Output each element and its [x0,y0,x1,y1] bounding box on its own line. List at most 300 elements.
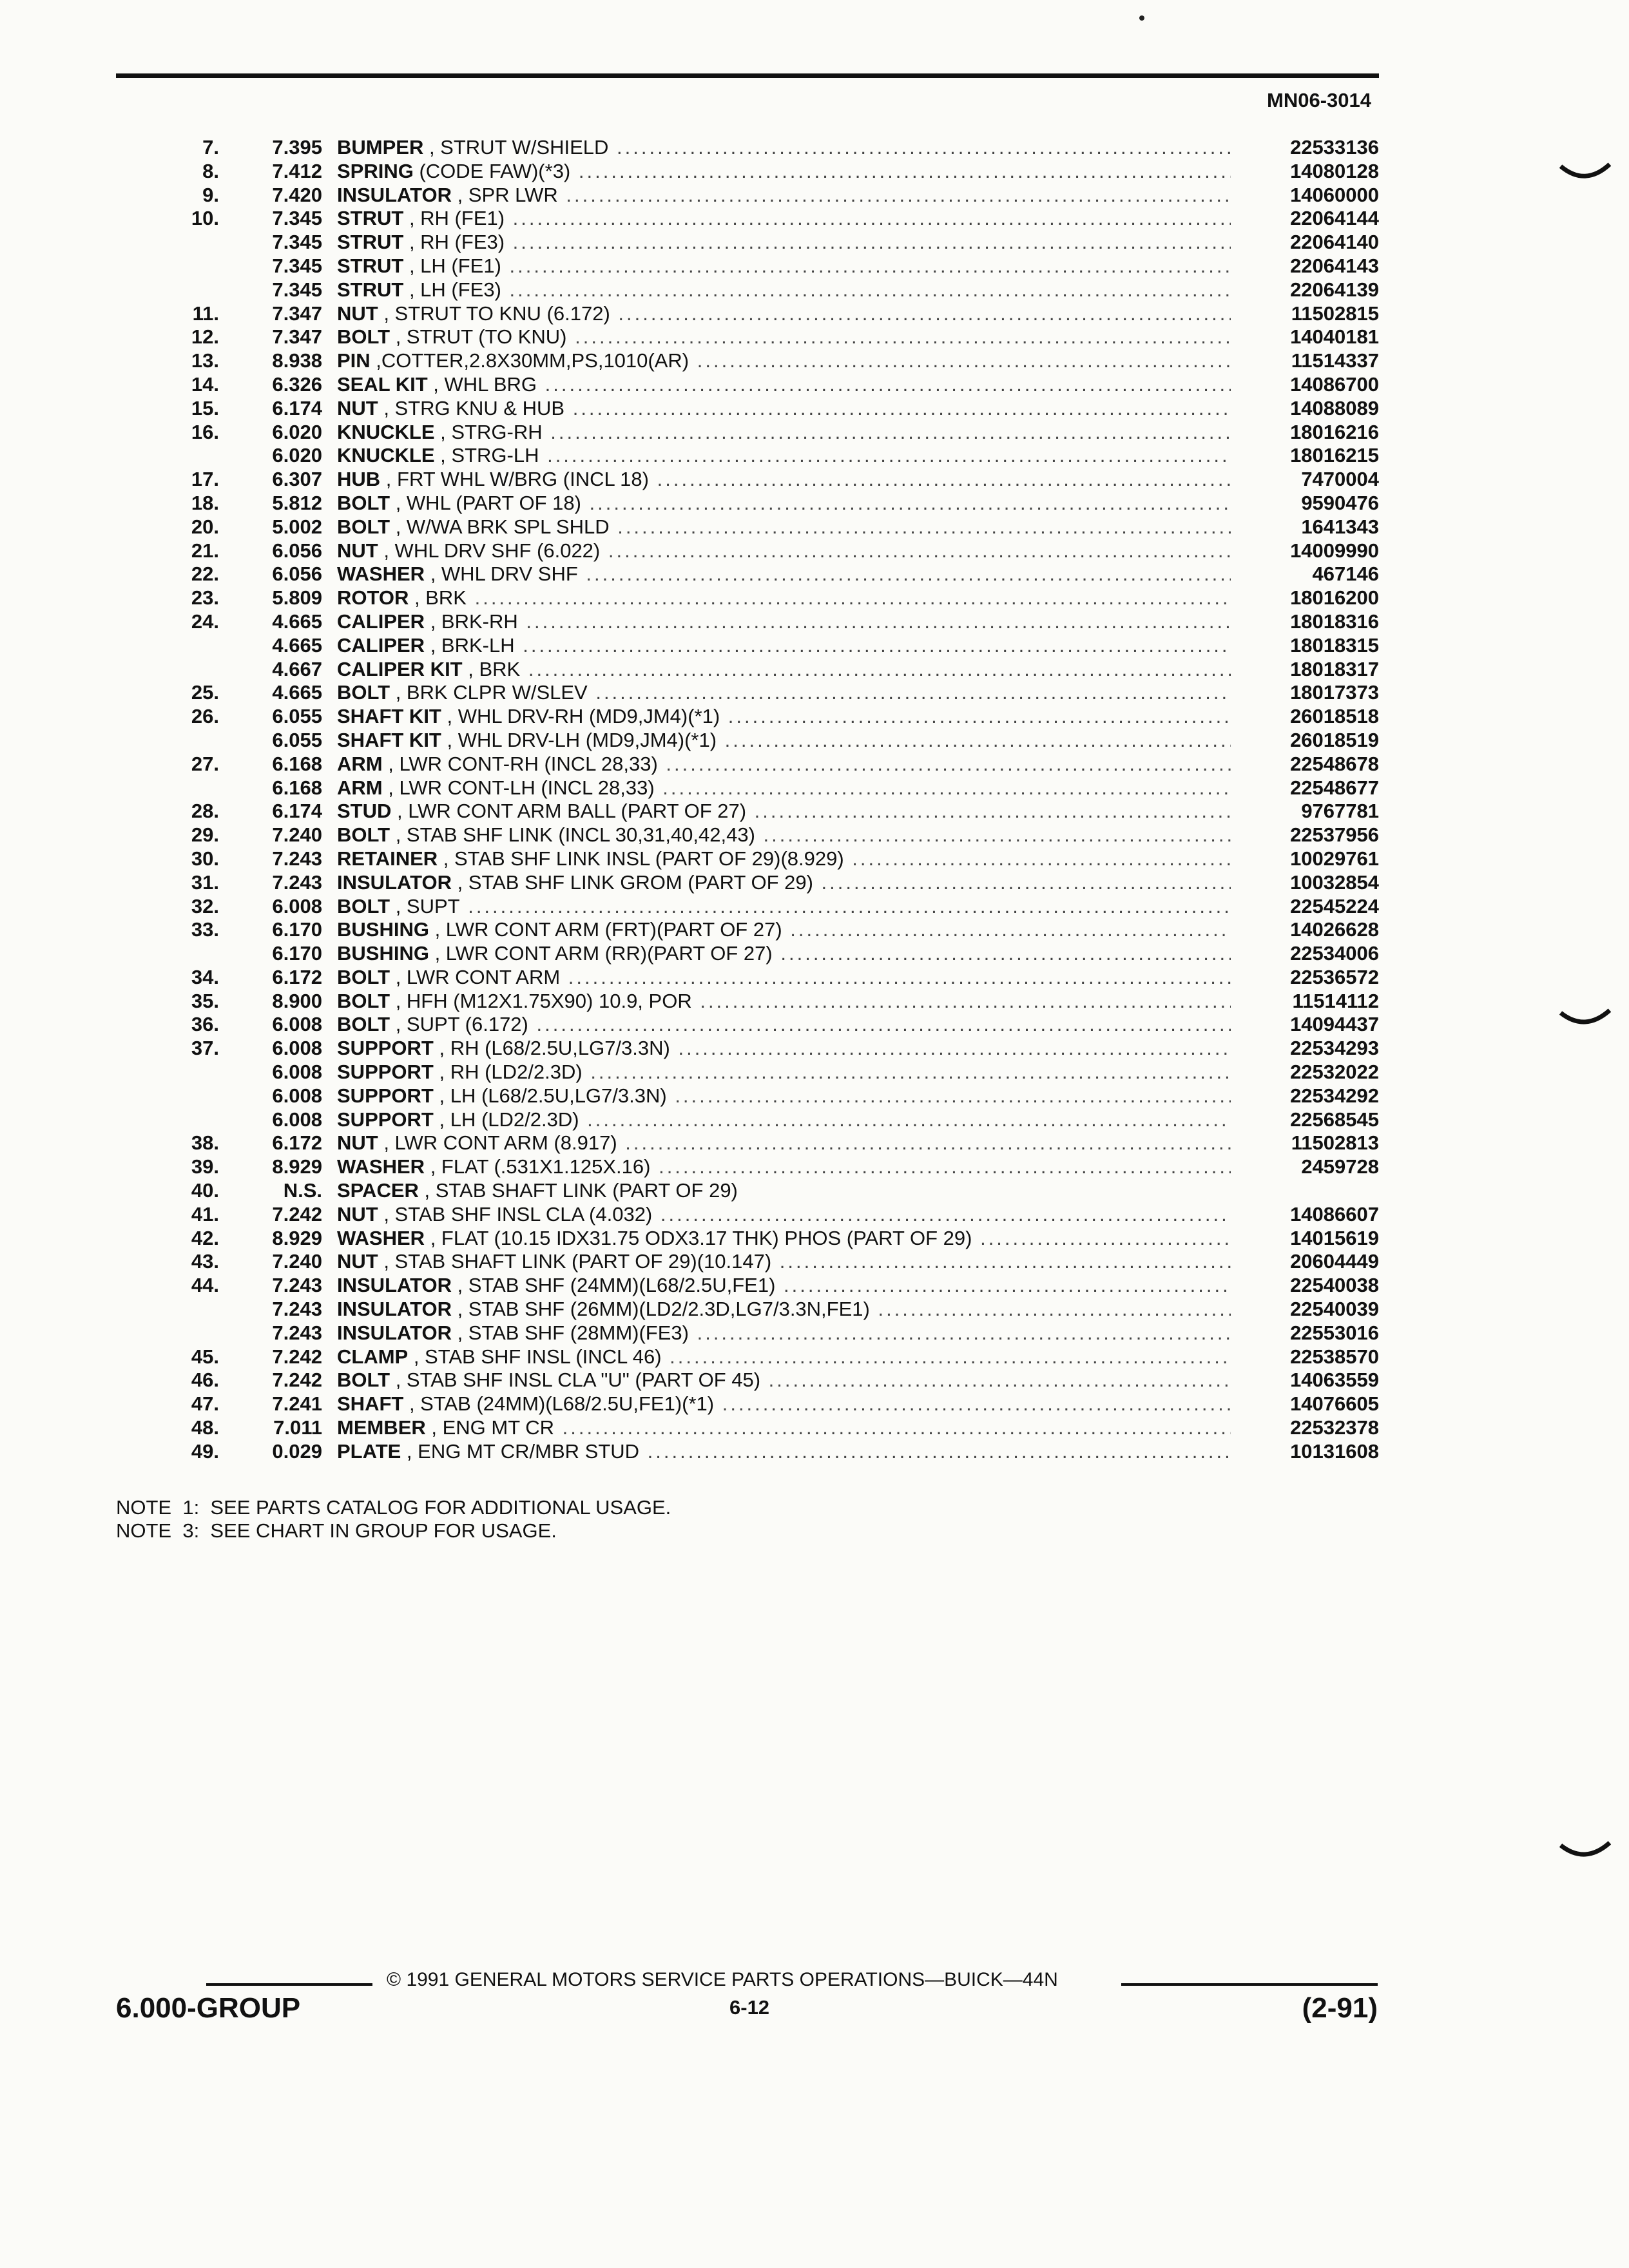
part-detail: , WHL DRV SHF [425,562,578,586]
part-number: 14086607 [1237,1203,1379,1227]
parts-row [116,184,1379,207]
part-name: CALIPER [337,633,425,657]
ref-number: 33. [191,918,219,941]
part-number: 14076605 [1237,1392,1379,1416]
parts-row [116,658,1379,682]
part-detail: , LWR CONT-LH (INCL 28,33) [382,776,655,799]
part-detail: , HFH (M12X1.75X90) 10.9, POR [390,989,692,1012]
part-name: SHAFT KIT [337,728,441,751]
ref-number: 37. [191,1037,219,1060]
group-number: 8.929 [272,1226,322,1249]
group-number: 6.307 [272,468,322,491]
part-description [337,1108,1231,1132]
group-number: 6.020 [272,444,322,467]
part-detail: ,COTTER,2.8X30MM,PS,1010(AR) [370,349,689,372]
parts-row [116,1321,1379,1345]
part-detail: , STAB SHAFT LINK (PART OF 29) [418,1179,738,1202]
part-description [337,349,1231,373]
ref-number: 23. [191,586,219,610]
note-3: NOTE 3: SEE CHART IN GROUP FOR USAGE. [116,1519,557,1542]
part-number: 22064143 [1237,255,1379,278]
group-number: 6.008 [272,1108,322,1131]
part-detail: , W/WA BRK SPL SHLD [390,515,610,538]
part-name: WASHER [337,1155,425,1178]
part-name: BUSHING [337,918,429,941]
part-name: STRUT [337,207,404,230]
parts-row [116,1250,1379,1274]
note-1: NOTE 1: SEE PARTS CATALOG FOR ADDITIONAL USAGE. [116,1496,671,1519]
part-description [337,823,1231,847]
part-number: 18017373 [1237,681,1379,705]
part-number: 22534293 [1237,1037,1379,1061]
group-number: 7.243 [272,1274,322,1297]
parts-row [116,1013,1379,1037]
ref-number: 11. [192,302,219,325]
part-number: 22553016 [1237,1321,1379,1345]
parts-row [116,1179,1379,1203]
part-number: 26018519 [1237,729,1379,753]
part-description [337,1274,1231,1298]
part-name: STRUT [337,254,404,277]
group-number: 7.395 [272,136,322,159]
parts-row [116,871,1379,895]
parts-row [116,1203,1379,1227]
group-number: 7.011 [273,1416,322,1439]
part-number: 14094437 [1237,1013,1379,1037]
part-number: 11502815 [1237,302,1379,326]
part-number: 22537956 [1237,823,1379,847]
ref-number: 21. [191,539,219,562]
group-number: 7.242 [272,1202,322,1225]
page-number: 6-12 [729,1996,770,2019]
part-number: 18018317 [1237,658,1379,682]
parts-row [116,800,1379,823]
ref-number: 44. [191,1274,219,1297]
group-number: 7.243 [272,1298,322,1321]
parts-row [116,492,1379,515]
part-name: NUT [337,1250,378,1273]
ref-number: 14. [191,372,219,396]
part-number: 22540039 [1237,1298,1379,1321]
parts-row [116,942,1379,966]
parts-row [116,1392,1379,1416]
part-detail: , BRK-LH [425,633,515,657]
parts-list [116,136,1379,1464]
ref-number: 45. [191,1345,219,1368]
ref-number: 22. [191,562,219,586]
parts-row [116,705,1379,729]
group-number: 6.008 [272,1061,322,1084]
part-number: 18018315 [1237,634,1379,658]
group-number: 6.008 [272,1013,322,1036]
parts-row [116,1108,1379,1132]
ref-number: 29. [191,823,219,847]
part-detail: , RH (L68/2.5U,LG7/3.3N) [433,1037,670,1060]
part-detail: , RH (FE3) [403,231,505,254]
part-name: SUPPORT [337,1061,434,1084]
part-name: CALIPER [337,610,425,633]
parts-row [116,468,1379,492]
parts-row [116,1155,1379,1179]
parts-row [116,586,1379,610]
parts-row [116,1037,1379,1061]
ref-number: 35. [191,989,219,1012]
part-number: 22540038 [1237,1274,1379,1298]
part-detail: , WHL DRV-LH (MD9,JM4)(*1) [441,728,717,751]
parts-row [116,515,1379,539]
part-number: 22534006 [1237,942,1379,966]
part-number: 14015619 [1237,1227,1379,1251]
part-description [337,1392,1231,1416]
part-number: 467146 [1237,562,1379,586]
group-number: 7.420 [272,183,322,206]
part-description [337,1345,1231,1369]
part-detail: , LWR CONT ARM BALL (PART OF 27) [391,800,747,823]
part-description [337,776,1231,800]
parts-row [116,160,1379,184]
part-name: BOLT [337,681,390,704]
part-number: 14040181 [1237,325,1379,349]
part-number: 22534292 [1237,1084,1379,1108]
part-name: CALIPER KIT [337,657,463,680]
parts-row [116,918,1379,942]
group-number: 6.326 [272,372,322,396]
part-detail: , RH (LD2/2.3D) [433,1061,583,1084]
group-number: 6.008 [272,894,322,918]
part-detail: , WHL DRV-RH (MD9,JM4)(*1) [441,705,720,728]
part-description [337,373,1231,397]
group-number: 6.168 [272,752,322,775]
parts-row [116,966,1379,990]
part-name: STRUT [337,231,404,254]
part-detail: , STRUT TO KNU (6.172) [378,302,610,325]
part-name: BOLT [337,894,390,918]
parts-row [116,539,1379,563]
part-name: NUT [337,302,378,325]
part-number: 18016215 [1237,444,1379,468]
part-detail: , LWR CONT ARM (FRT)(PART OF 27) [429,918,782,941]
parts-row [116,753,1379,776]
part-name: INSULATOR [337,1298,452,1321]
part-description [337,492,1231,515]
part-description [337,753,1231,776]
ref-number: 39. [191,1155,219,1178]
part-number: 2459728 [1237,1155,1379,1179]
part-name: ARM [337,752,383,775]
part-number: 22532022 [1237,1061,1379,1084]
part-number: 10131608 [1237,1440,1379,1464]
part-detail: , STRG KNU & HUB [378,396,565,419]
ref-number: 15. [191,396,219,419]
part-description [337,325,1231,349]
parts-row [116,895,1379,919]
parts-row [116,136,1379,160]
ref-number: 40. [191,1179,219,1202]
part-name: BUSHING [337,942,429,965]
group-number: 7.347 [272,325,322,349]
part-detail: , LH (L68/2.5U,LG7/3.3N) [433,1084,667,1107]
part-detail: , STAB (24MM)(L68/2.5U,FE1)(*1) [403,1392,715,1416]
part-description [337,847,1231,871]
part-description [337,990,1231,1014]
group-number: 6.168 [272,776,322,799]
group-number: 6.174 [272,396,322,419]
part-number: 22548678 [1237,753,1379,776]
ref-number: 13. [191,349,219,372]
part-detail: , WHL BRG [427,372,537,396]
part-number: 14088089 [1237,397,1379,421]
parts-row [116,302,1379,326]
parts-row [116,207,1379,231]
group-number: 4.667 [272,657,322,680]
part-name: BOLT [337,989,390,1012]
part-description [337,1084,1231,1108]
parts-row [116,373,1379,397]
part-name: INSULATOR [337,183,452,206]
parts-row [116,823,1379,847]
group-number: 8.900 [272,989,322,1012]
ref-number: 34. [191,965,219,988]
part-number: 11502813 [1237,1131,1379,1155]
group-label: 6.000-GROUP [116,1992,301,2024]
part-detail: , WHL DRV SHF (6.022) [378,539,601,562]
parts-row [116,349,1379,373]
part-number: 1641343 [1237,515,1379,539]
ref-number: 30. [191,847,219,870]
ref-number: 26. [191,705,219,728]
part-name: SUPPORT [337,1108,434,1131]
part-number: 22538570 [1237,1345,1379,1369]
part-number: 11514337 [1237,349,1379,373]
parts-row [116,421,1379,445]
parts-row [116,1369,1379,1392]
part-description [337,160,1231,184]
part-description [337,1227,1231,1251]
part-description [337,1250,1231,1274]
part-detail: , LH (FE3) [403,278,501,301]
group-number: 6.170 [272,942,322,965]
part-description [337,302,1231,326]
binder-hole-mark [1559,1005,1611,1044]
part-description [337,184,1231,207]
group-number: 7.347 [272,302,322,325]
part-description [337,468,1231,492]
part-detail: , BRK-RH [425,610,518,633]
group-number: 7.243 [272,1321,322,1344]
parts-row [116,634,1379,658]
ref-number: 43. [191,1250,219,1273]
part-number: 9767781 [1237,800,1379,823]
part-description [337,1440,1231,1464]
parts-row [116,397,1379,421]
ref-number: 20. [191,515,219,538]
parts-row [116,1440,1379,1464]
part-number: 22533136 [1237,136,1379,160]
group-number: 6.055 [272,705,322,728]
part-description [337,895,1231,919]
part-number: 22064139 [1237,278,1379,302]
part-number: 14060000 [1237,184,1379,207]
group-number: 4.665 [272,610,322,633]
part-number: 22548677 [1237,776,1379,800]
part-detail: , STAB SHF LINK GROM (PART OF 29) [451,870,813,894]
part-description [337,1037,1231,1061]
part-name: BOLT [337,1369,390,1392]
ref-number: 10. [191,207,219,230]
part-number: 22568545 [1237,1108,1379,1132]
part-name: INSULATOR [337,1321,452,1344]
ref-number: 17. [191,468,219,491]
part-description [337,539,1231,563]
group-number: 6.056 [272,562,322,586]
group-number: 6.008 [272,1084,322,1107]
part-number: 11514112 [1237,990,1379,1014]
part-detail: , RH (FE1) [403,207,505,230]
part-name: SHAFT [337,1392,404,1416]
part-number: 14026628 [1237,918,1379,942]
part-name: STRUT [337,278,404,301]
ref-number: 31. [191,870,219,894]
part-detail: , STAB SHAFT LINK (PART OF 29)(10.147) [378,1250,772,1273]
part-description [337,1061,1231,1084]
part-detail: , STAB SHF INSL CLA (4.032) [378,1202,653,1225]
parts-row [116,255,1379,278]
part-name: BOLT [337,965,390,988]
part-name: NUT [337,1202,378,1225]
part-description [337,1013,1231,1037]
part-detail: (CODE FAW)(*3) [413,159,571,182]
part-detail: , WHL (PART OF 18) [390,491,581,514]
ref-number: 27. [191,752,219,775]
part-number: 14009990 [1237,539,1379,563]
group-number: 7.345 [272,278,322,301]
part-name: MEMBER [337,1416,426,1439]
part-detail: , BRK [409,586,467,610]
part-description [337,515,1231,539]
ref-number: 49. [191,1439,219,1463]
header-rule [116,73,1379,78]
group-number: 8.929 [272,1155,322,1178]
group-number: 4.665 [272,681,322,704]
group-number: 7.240 [272,1250,322,1273]
part-number: 22532378 [1237,1416,1379,1440]
speck [1139,15,1144,21]
part-name: INSULATOR [337,1274,452,1297]
part-detail: , BRK [462,657,521,680]
notes [116,1496,671,1542]
part-description [337,871,1231,895]
part-name: INSULATOR [337,870,452,894]
part-description [337,1203,1231,1227]
part-name: BOLT [337,491,390,514]
part-name: SUPPORT [337,1037,434,1060]
group-number: 6.056 [272,539,322,562]
parts-row [116,325,1379,349]
group-number: 7.345 [272,254,322,277]
parts-row [116,681,1379,705]
part-description [337,729,1231,753]
part-detail: , SUPT [390,894,460,918]
group-number: N.S. [283,1179,322,1202]
part-detail: , SUPT (6.172) [390,1013,528,1036]
parts-row [116,1084,1379,1108]
parts-row [116,990,1379,1014]
part-number: 26018518 [1237,705,1379,729]
part-description [337,918,1231,942]
parts-row [116,1274,1379,1298]
part-detail: , FLAT (.531X1.125X.16) [425,1155,651,1178]
part-name: SUPPORT [337,1084,434,1107]
parts-row [116,1298,1379,1321]
part-number: 9590476 [1237,492,1379,515]
part-name: KNUCKLE [337,420,435,443]
parts-row [116,444,1379,468]
part-description [337,397,1231,421]
document-number: MN06-3014 [1267,89,1371,111]
group-number: 6.020 [272,420,322,443]
ref-number: 9. [202,183,219,206]
part-detail: , LWR CONT ARM (RR)(PART OF 27) [429,942,773,965]
copyright-line: © 1991 GENERAL MOTORS SERVICE PARTS OPERATIONS—BUICK—44N [387,1969,1058,1990]
part-description [337,1131,1231,1155]
parts-row [116,231,1379,255]
part-description [337,1321,1231,1345]
part-description [337,255,1231,278]
part-name: BUMPER [337,136,424,159]
part-number: 20604449 [1237,1250,1379,1274]
part-number: 18016216 [1237,421,1379,445]
parts-row [116,610,1379,634]
part-description [337,1155,1231,1179]
group-number: 4.665 [272,633,322,657]
part-name: NUT [337,539,378,562]
part-name: NUT [337,1131,378,1155]
group-number: 6.008 [272,1037,322,1060]
part-detail: , STAB SHF INSL CLA "U" (PART OF 45) [390,1369,761,1392]
part-detail: , FRT WHL W/BRG (INCL 18) [380,468,649,491]
part-number: 18018316 [1237,610,1379,634]
part-name: SPACER [337,1179,419,1202]
parts-row [116,562,1379,586]
part-description [337,231,1231,255]
ref-number: 24. [191,610,219,633]
part-name: BOLT [337,325,390,349]
part-description [337,1369,1231,1392]
group-number: 7.241 [272,1392,322,1416]
part-detail: , LWR CONT ARM (8.917) [378,1131,617,1155]
part-detail: , STAB SHF (28MM)(FE3) [451,1321,689,1344]
binder-hole-mark [1559,1836,1611,1875]
part-name: KNUCKLE [337,444,435,467]
part-name: WASHER [337,1226,425,1249]
part-description [337,1416,1231,1440]
part-number: 22545224 [1237,895,1379,919]
group-number: 6.172 [272,965,322,988]
parts-row [116,729,1379,753]
group-number: 7.242 [272,1369,322,1392]
part-detail: , LWR CONT ARM [390,965,561,988]
ref-number: 12. [191,325,219,349]
part-description [337,610,1231,634]
group-number: 6.055 [272,728,322,751]
group-number: 0.029 [272,1439,322,1463]
ref-number: 36. [191,1013,219,1036]
part-description [337,278,1231,302]
part-name: BOLT [337,515,390,538]
parts-row [116,776,1379,800]
parts-row [116,1061,1379,1084]
part-name: NUT [337,396,378,419]
